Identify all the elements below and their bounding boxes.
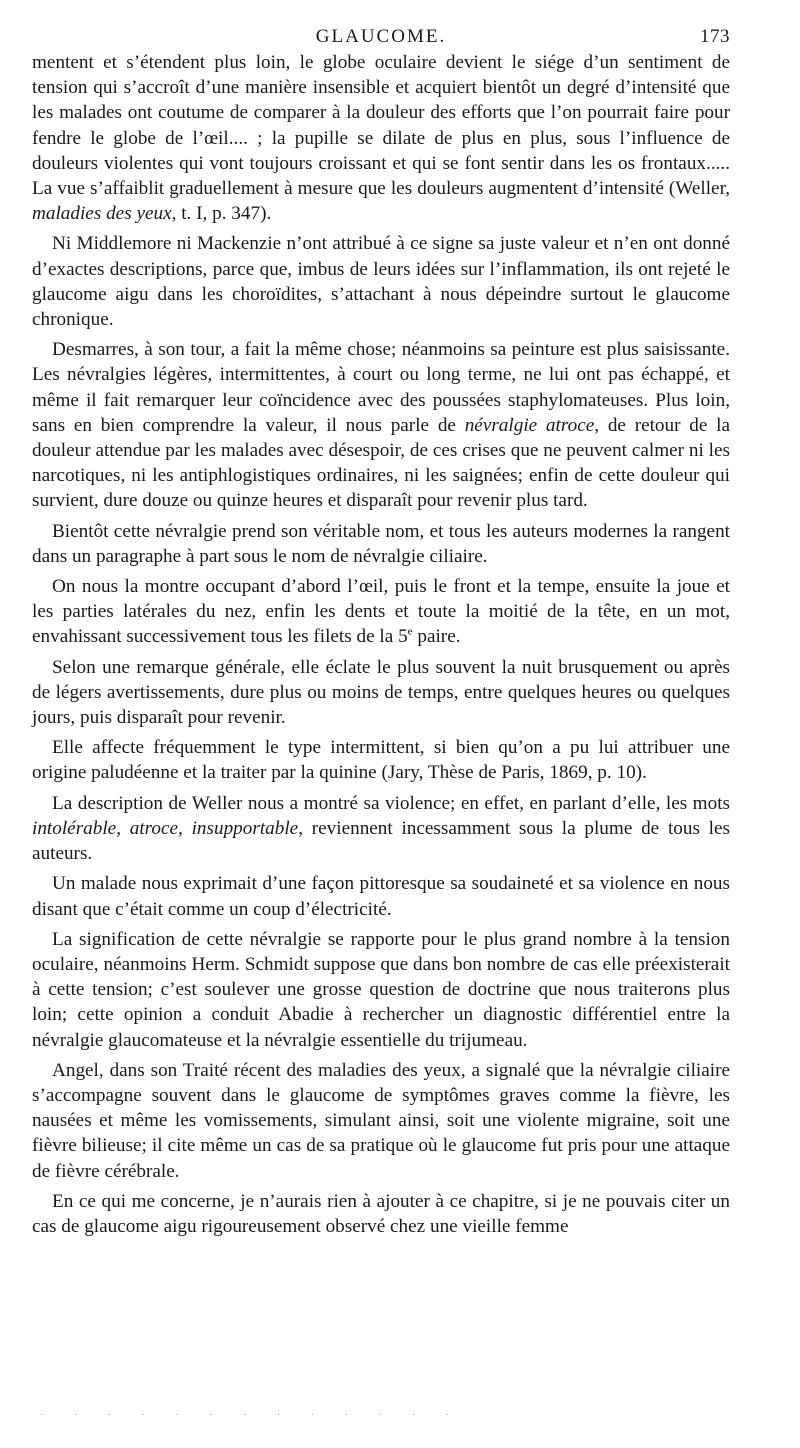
paragraph xyxy=(32,1058,730,1184)
italic-text: intolérable, atroce, insupportable xyxy=(32,817,299,839)
paragraph xyxy=(32,50,730,226)
text-segment: mentent et s’étendent plus loin, le globe oculaire devient le siége d’un sentiment de tension qui s’accroît d’une manière insensible et acquiert bientôt un degré d’intensité que les malades ont coutume de comparer à la douleur des efforts que l’on pourrait faire pour fendre le globe de l’œil.... ; la pupille se dilate de plus en plus, sous l’influence de douleurs violentes qui vont toujours croissant et qui se font sentir dans les os frontaux..... La vue s’affaiblit graduellement à mesure que les douleurs augmentent d’intensité (Weller, xyxy=(32,52,730,200)
footer-marks: · · · · · · · · · · · · · xyxy=(40,1410,464,1421)
paragraph xyxy=(32,1189,730,1239)
text-segment: Desmarres, à son tour, a fait la même chose; néanmoins sa peinture est plus saisissante. Les névralgies légères, intermittentes, à court ou long terme, ne lui ont pas échappé, et même il fait remarquer leur coïncidence avec des poussées staphylomateuses. Plus loin, sans en bien comprendre la valeur, il nous parle de xyxy=(32,339,730,436)
superscript: e xyxy=(407,626,413,639)
text-segment: , t. I, p. 347). xyxy=(171,203,272,225)
paragraph xyxy=(32,927,730,1053)
text-segment: Elle affecte fréquemment le type intermittent, si bien qu’on a pu lui attribuer une origine paludéenne et la traiter par la quinine (Jary, Thèse de Paris, 1869, p. 10). xyxy=(32,737,730,784)
paragraph xyxy=(32,337,730,513)
text-segment: Selon une remarque générale, elle éclate le plus souvent la nuit brusquement ou après de légers avertissements, dure plus ou moins de temps, entre quelques heures ou quelques jours, puis disparaît pour revenir. xyxy=(32,656,730,729)
text-segment: On nous la montre occupant d’abord l’œil, puis le front et la tempe, ensuite la joue et les parties latérales du nez, enfin les dents et toute la moitié de la tête, en un mot, envahissant successivement tous les filets de la 5 xyxy=(32,576,730,648)
paragraph xyxy=(32,735,730,785)
text-segment: En ce qui me concerne, je n’aurais rien à ajouter à ce chapitre, si je ne pouvais citer un cas de glaucome aigu rigoureusement observé chez une vieille femme xyxy=(32,1190,730,1237)
paragraph xyxy=(32,231,730,332)
text-segment: , de retour de la douleur attendue par les malades avec désespoir, de ces crises que ne peuvent calmer ni les narcotiques, ni les antiphlogistiques ordinaires, ni les saignées; enfin de cette douleur qui survient, dure douze ou quinze heures et disparaît pour revenir plus tard. xyxy=(32,414,731,512)
body-text xyxy=(32,50,730,1239)
text-segment: Angel, dans son Traité récent des maladies des yeux, a signalé que la névralgie ciliaire s’accompagne souvent dans le glaucome de symptômes graves comme la fièvre, les nausées et même les vomissements, simulant ainsi, soit une violente migraine, soit une fièvre bilieuse; il cite même un cas de sa pratique où le glaucome fut pris pour une attaque de fièvre cérébrale. xyxy=(32,1059,730,1182)
paragraph xyxy=(32,574,730,650)
italic-text: maladies des yeux xyxy=(32,203,172,225)
text-segment: Bientôt cette névralgie prend son véritable nom, et tous les auteurs modernes la rangent dans un paragraphe à part sous le nom de névralgie ciliaire. xyxy=(32,520,730,567)
running-head xyxy=(32,26,730,50)
paragraph xyxy=(32,871,730,921)
page-number: 173 xyxy=(700,26,730,47)
text-segment: , reviennent incessamment sous la plume de tous les auteurs. xyxy=(32,817,730,865)
italic-text: névralgie atroce xyxy=(464,414,595,436)
paragraph xyxy=(32,655,730,731)
text-segment: La signification de cette névralgie se rapporte pour le plus grand nombre à la tension oculaire, néanmoins Herm. Schmidt suppose que dans bon nombre de cas elle préexisterait à cette tension; c’est soulever une grosse question de doctrine que nous traiterons plus loin; cette opinion a conduit Abadie à rechercher un diagnostic différentiel entre la névralgie glaucomateuse et la névralgie essentielle du trijumeau. xyxy=(32,928,730,1051)
text-segment: Un malade nous exprimait d’une façon pittoresque sa soudaineté et sa violence en nous disant que c’était comme un coup d’électricité. xyxy=(32,873,730,920)
text-segment: La description de Weller nous a montré sa violence; en effet, en parlant d’elle, les mots xyxy=(52,792,730,814)
paragraph xyxy=(32,791,730,867)
text-segment: Ni Middlemore ni Mackenzie n’ont attribué à ce signe sa juste valeur et n’en ont donné d’exactes descriptions, parce que, imbus de leurs idées sur l’inflammation, ils ont rejeté le glaucome aigu dans les choroïdites, s’attachant à nous dépeindre surtout le glaucome chronique. xyxy=(32,233,730,331)
text-segment: paire. xyxy=(412,626,461,648)
page xyxy=(32,26,730,1244)
running-title: GLAUCOME. xyxy=(315,26,447,47)
paragraph xyxy=(32,519,730,569)
